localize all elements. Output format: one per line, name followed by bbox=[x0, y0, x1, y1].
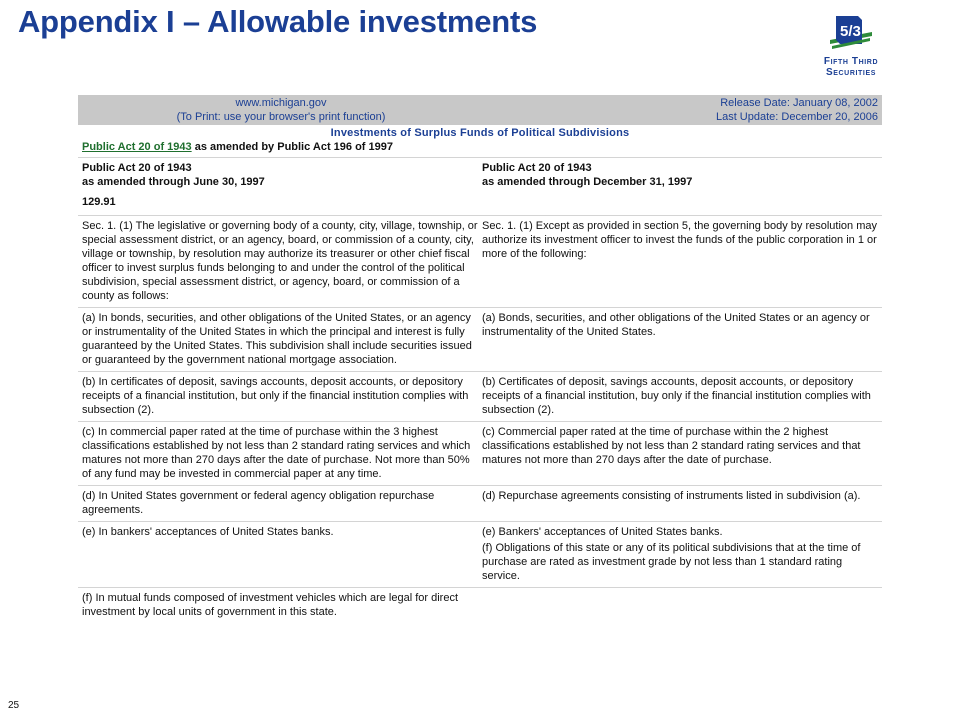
table-row bbox=[78, 307, 882, 367]
table-row bbox=[78, 421, 882, 481]
left-cell bbox=[78, 541, 480, 583]
print-note: (To Print: use your browser's print function) bbox=[176, 111, 386, 123]
table-row bbox=[78, 541, 882, 583]
right-header-title: Public Act 20 of 1943 bbox=[482, 162, 592, 174]
right-cell bbox=[480, 591, 882, 619]
act-suffix: as amended by Public Act 196 of 1997 bbox=[191, 141, 393, 153]
right-cell: Sec. 1. (1) Except as provided in section 5, the governing body by resolution may authorize its investment officer to invest the funds of the public corporation in 1 or more of the following: bbox=[482, 220, 877, 260]
section-number: 129.91 bbox=[82, 196, 116, 208]
fifth-third-logo bbox=[806, 14, 896, 78]
page-title: Appendix I – Allowable investments bbox=[18, 4, 538, 39]
column-headers bbox=[78, 157, 882, 189]
right-cell: (a) Bonds, securities, and other obligations of the United States or an agency or instrumentality of the United States. bbox=[482, 312, 870, 338]
last-update: Last Update: December 20, 2006 bbox=[715, 111, 878, 123]
left-cell: (f) In mutual funds composed of investment vehicles which are legal for direct investment by local units of government in this state. bbox=[82, 592, 459, 618]
right-column-header bbox=[480, 161, 882, 189]
document-heading: Investments of Surplus Funds of Political Subdivisions bbox=[330, 127, 630, 139]
left-cell: (d) In United States government or federal agency obligation repurchase agreements. bbox=[82, 490, 435, 516]
table-row bbox=[78, 215, 882, 303]
table-row bbox=[78, 521, 882, 539]
svg-text:5/3: 5/3 bbox=[840, 23, 861, 40]
logo-text: Fifth Third Securities bbox=[823, 56, 879, 78]
release-date: Release Date: January 08, 2002 bbox=[720, 97, 878, 109]
right-header-sub: as amended through December 31, 1997 bbox=[482, 176, 693, 188]
table-row bbox=[78, 587, 882, 619]
site-link[interactable]: www.michigan.gov bbox=[235, 97, 327, 109]
right-cell: (e) Bankers' acceptances of United States banks. bbox=[482, 526, 723, 538]
source-header-bar bbox=[78, 95, 882, 125]
table-row bbox=[78, 485, 882, 517]
right-cell: (f) Obligations of this state or any of its political subdivisions that at the time of purchase are rated as investment grade by not less than 1 standard rating service. bbox=[482, 542, 861, 582]
right-cell: (c) Commercial paper rated at the time of purchase within the 2 highest classifications established by not less than 2 standard rating services and that matures not more than 270 days after the date of purchase. bbox=[482, 426, 861, 466]
right-cell: (d) Repurchase agreements consisting of instruments listed in subdivision (a). bbox=[482, 490, 861, 502]
date-info bbox=[716, 96, 878, 124]
act-subheading bbox=[82, 141, 882, 154]
left-cell: (a) In bonds, securities, and other obligations of the United States, or an agency or instrumentality of the United States in which the principal and interest is fully guaranteed by the United States. This subdivision shall include securities issued or guaranteed by the government national mortgage association. bbox=[82, 312, 472, 366]
section-number-row bbox=[78, 195, 882, 209]
left-header-title: Public Act 20 of 1943 bbox=[82, 162, 192, 174]
source-info bbox=[78, 96, 484, 124]
left-cell: (c) In commercial paper rated at the time of purchase within the 3 highest classifications established by not less than 2 standard rating services and which matures not more than 270 days after the date of purchase. Not more than 50% of any fund may be invested in commercial paper at any time. bbox=[82, 426, 471, 480]
left-column-header bbox=[78, 161, 480, 189]
fifth-third-logo-icon bbox=[828, 14, 874, 54]
table-row bbox=[78, 371, 882, 417]
page-number: 25 bbox=[8, 700, 20, 711]
left-cell: (e) In bankers' acceptances of United States banks. bbox=[82, 526, 334, 538]
right-cell: (b) Certificates of deposit, savings accounts, deposit accounts, or depository receipts of a financial institution, buy only if the financial institution complies with subsection (2). bbox=[482, 376, 871, 416]
left-cell: (b) In certificates of deposit, savings accounts, deposit accounts, or depository receipts of a financial institution, but only if the financial institution complies with subsection (2). bbox=[82, 376, 469, 416]
left-cell: Sec. 1. (1) The legislative or governing body of a county, city, village, township, or special assessment district, or an agency, board, or commission of a county, city, village or township, by resolution may authorize its treasurer or other chief fiscal officer to invest surplus funds belonging to and under the control of the political subdivision, special assessment district, or agency, board, or commission of a county as follows: bbox=[82, 220, 478, 302]
act-link[interactable]: Public Act 20 of 1943 bbox=[82, 141, 192, 153]
left-header-sub: as amended through June 30, 1997 bbox=[82, 176, 265, 188]
document-panel bbox=[78, 95, 882, 619]
